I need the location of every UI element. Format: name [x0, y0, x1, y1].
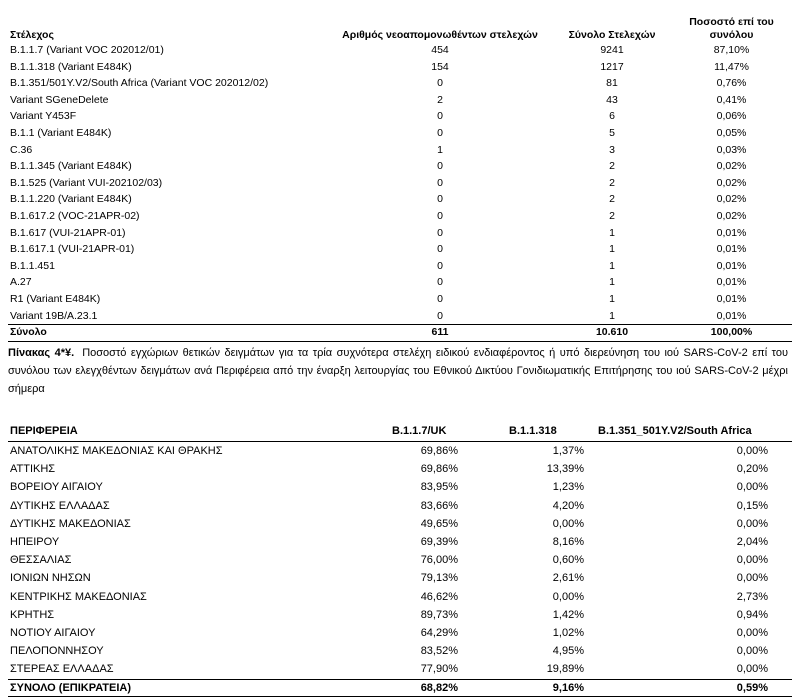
strain-name: Variant SGeneDelete — [10, 93, 109, 106]
region-name: ΣΤΕΡΕΑΣ ΕΛΛΑΔΑΣ — [10, 663, 114, 676]
region-b11318: 0,00% — [552, 517, 584, 530]
regions-total-b11318: 9,16% — [552, 682, 584, 695]
region-name: ΘΕΣΣΑΛΙΑΣ — [10, 554, 72, 567]
region-b117: 89,73% — [420, 608, 458, 621]
strain-total: 6 — [609, 110, 615, 123]
strain-total: 3 — [609, 143, 615, 156]
region-b1351: 0,00% — [736, 554, 768, 567]
strain-pct: 0,03% — [716, 143, 747, 156]
strain-new: 154 — [431, 60, 449, 73]
region-name: ΝΟΤΙΟΥ ΑΙΓΑΙΟΥ — [10, 626, 96, 639]
region-row — [8, 660, 792, 678]
strain-pct: 11,47% — [714, 60, 749, 73]
strain-new: 454 — [431, 44, 449, 56]
region-b11318: 0,00% — [552, 590, 584, 603]
strain-total: 2 — [609, 176, 615, 189]
region-name: ΙΟΝΙΩΝ ΝΗΣΩΝ — [10, 572, 91, 585]
regions-table-body — [8, 442, 792, 678]
strain-row — [8, 291, 792, 308]
strain-total: 43 — [606, 93, 618, 106]
region-b1351: 0,00% — [736, 645, 768, 658]
strains-table — [8, 8, 792, 342]
region-row — [8, 642, 792, 660]
regions-total-b1351: 0,59% — [736, 682, 768, 695]
header-region: ΠΕΡΙΦΕΡΕΙΑ — [10, 425, 78, 437]
strain-row — [8, 241, 792, 258]
strain-total: 5 — [609, 126, 615, 139]
strain-new: 0 — [437, 243, 443, 256]
strain-row — [8, 208, 792, 225]
strain-pct: 0,01% — [716, 259, 747, 272]
region-b11318: 13,39% — [546, 463, 584, 476]
region-b11318: 8,16% — [552, 535, 584, 548]
region-b117: 83,95% — [420, 481, 458, 494]
region-b117: 46,62% — [420, 590, 458, 603]
strain-pct: 0,01% — [716, 226, 747, 239]
region-b11318: 1,37% — [552, 445, 584, 457]
strain-pct: 0,02% — [716, 193, 747, 206]
strain-total: 1 — [609, 226, 615, 239]
region-name: ΠΕΛΟΠΟΝΝΗΣΟΥ — [10, 645, 104, 658]
region-b117: 69,86% — [420, 445, 458, 457]
regions-total-row — [8, 679, 792, 697]
region-b11318: 4,95% — [552, 645, 584, 658]
strain-total: 1 — [609, 292, 615, 305]
strain-new: 2 — [437, 93, 443, 106]
region-b117: 69,86% — [420, 463, 458, 476]
region-row — [8, 533, 792, 551]
regions-table — [8, 422, 792, 697]
region-name: ΑΝΑΤΟΛΙΚΗΣ ΜΑΚΕΔΟΝΙΑΣ ΚΑΙ ΘΡΑΚΗΣ — [10, 445, 223, 457]
region-b11318: 2,61% — [552, 572, 584, 585]
strain-new: 0 — [437, 160, 443, 173]
strain-row — [8, 142, 792, 159]
total-label: Σύνολο — [10, 326, 47, 339]
region-row — [8, 606, 792, 624]
region-b1351: 0,94% — [736, 608, 768, 621]
strain-name: R1 (Variant E484K) — [10, 292, 101, 305]
strain-row — [8, 258, 792, 275]
region-b117: 83,52% — [420, 645, 458, 658]
region-b1351: 0,00% — [736, 481, 768, 494]
strain-total: 1 — [609, 309, 615, 322]
strain-total: 81 — [606, 77, 618, 90]
strain-pct: 0,02% — [716, 176, 747, 189]
strain-pct: 0,02% — [716, 160, 747, 173]
strain-new: 0 — [437, 259, 443, 272]
strain-pct: 0,41% — [716, 93, 747, 106]
region-row — [8, 624, 792, 642]
strains-table-body — [8, 42, 792, 324]
strain-new: 0 — [437, 126, 443, 139]
strain-pct: 0,01% — [716, 243, 747, 256]
region-b1351: 0,00% — [736, 445, 768, 457]
total-pct: 100,00% — [710, 326, 753, 339]
region-name: ΒΟΡΕΙΟΥ ΑΙΓΑΙΟΥ — [10, 481, 103, 494]
region-b117: 83,66% — [420, 499, 458, 512]
strain-pct: 87,10% — [713, 44, 750, 56]
strain-total: 2 — [609, 209, 615, 222]
strain-new: 0 — [437, 209, 443, 222]
strain-name: B.1.351/501Y.V2/South Africa (Variant VOC 202012/02) — [10, 77, 269, 90]
region-b11318: 19,89% — [546, 663, 584, 676]
region-b11318: 1,23% — [552, 481, 584, 494]
strain-name: B.1.617.2 (VOC-21APR-02) — [10, 209, 140, 222]
strain-new: 0 — [437, 276, 443, 289]
strain-name: B.1.1 (Variant E484K) — [10, 126, 112, 139]
strain-total: 9241 — [600, 44, 624, 56]
strain-new: 0 — [437, 77, 443, 90]
strain-row — [8, 125, 792, 142]
region-name: ΚΡΗΤΗΣ — [10, 608, 55, 621]
region-b1351: 0,20% — [736, 463, 768, 476]
region-b117: 77,90% — [420, 663, 458, 676]
strain-row — [8, 75, 792, 92]
strain-name: B.1.617 (VUI-21APR-01) — [10, 226, 126, 239]
region-b1351: 0,15% — [736, 499, 768, 512]
strain-total: 1 — [609, 276, 615, 289]
header-new-sequenced: Αριθμός νεοαπομονωθέντων στελεχών — [342, 29, 538, 41]
total-total: 10.610 — [595, 326, 629, 339]
strain-row — [8, 191, 792, 208]
region-name: ΔΥΤΙΚΗΣ ΜΑΚΕΔΟΝΙΑΣ — [10, 517, 131, 530]
region-b1351: 0,00% — [736, 517, 768, 530]
region-b1351: 2,04% — [736, 535, 768, 548]
strain-new: 1 — [437, 143, 443, 156]
region-b11318: 0,60% — [552, 554, 584, 567]
strain-name: B.1.1.220 (Variant E484K) — [10, 193, 132, 206]
strain-name: C.36 — [10, 143, 33, 156]
region-b117: 49,65% — [420, 517, 458, 530]
strain-name: B.1.525 (Variant VUI-202102/03) — [10, 176, 163, 189]
region-name: ΚΕΝΤΡΙΚΗΣ ΜΑΚΕΔΟΝΙΑΣ — [10, 590, 147, 603]
strain-pct: 0,76% — [716, 77, 747, 90]
strain-name: B.1.1.318 (Variant E484K) — [10, 60, 132, 73]
header-strain: Στέλεχος — [10, 29, 54, 41]
region-row — [8, 478, 792, 496]
strain-total: 1 — [609, 259, 615, 272]
strain-row — [8, 108, 792, 125]
strains-table-header — [8, 8, 792, 42]
region-name: ΑΤΤΙΚΗΣ — [10, 463, 56, 476]
regions-table-header — [8, 422, 792, 442]
total-new: 611 — [431, 326, 449, 339]
strain-row — [8, 175, 792, 192]
caption-text: Ποσοστό εγχώριων θετικών δειγμάτων για τα τρία συχνότερα στελέχη ειδικού ενδιαφέροντος ή υπό διερεύνηση του ιού SARS-CoV-2 επί του συνόλου των ελεγχθέντων δειγμάτων ανά Περιφέρεια από την έναρξη λειτουργίας του Εθνικού Δικτύου Γονιδιωματικής Επιτήρησης του ιού SARS-CoV-2 μέχρι σήμερα — [8, 347, 788, 395]
region-b1351: 0,00% — [736, 626, 768, 639]
strain-row — [8, 308, 792, 325]
header-total: Σύνολο Στελεχών — [568, 29, 656, 41]
region-b1351: 0,00% — [736, 572, 768, 585]
header-b117: B.1.1.7/UK — [392, 425, 447, 437]
strain-pct: 0,02% — [716, 209, 747, 222]
strain-total: 2 — [609, 160, 615, 173]
strain-name: B.1.1.345 (Variant E484K) — [10, 160, 132, 173]
region-b1351: 2,73% — [736, 590, 768, 603]
strain-pct: 0,06% — [716, 110, 747, 123]
strain-name: B.1.1.451 — [10, 259, 55, 272]
region-b117: 69,39% — [420, 535, 458, 548]
header-percent-line1: Ποσοστό επί του — [689, 16, 774, 28]
region-b1351: 0,00% — [736, 663, 768, 676]
strain-total: 2 — [609, 193, 615, 206]
strain-total: 1 — [609, 243, 615, 256]
header-b11318: B.1.1.318 — [509, 425, 557, 437]
region-name: ΗΠΕΙΡΟΥ — [10, 535, 60, 548]
region-row — [8, 497, 792, 515]
region-row — [8, 442, 792, 460]
header-percent — [673, 16, 790, 42]
caption-label: Πίνακας 4*¥. — [8, 347, 75, 359]
strains-total-row — [8, 324, 792, 342]
header-percent-line2: συνόλου — [709, 29, 754, 41]
strain-total: 1217 — [600, 60, 624, 73]
region-row — [8, 460, 792, 478]
strain-row — [8, 225, 792, 242]
region-b11318: 1,02% — [552, 626, 584, 639]
strain-name: B.1.1.7 (Variant VOC 202012/01) — [10, 44, 164, 56]
table-caption — [8, 344, 788, 398]
strain-name: B.1.617.1 (VUI-21APR-01) — [10, 243, 135, 256]
region-name: ΔΥΤΙΚΗΣ ΕΛΛΑΔΑΣ — [10, 499, 110, 512]
region-row — [8, 551, 792, 569]
strain-row — [8, 42, 792, 59]
region-row — [8, 569, 792, 587]
strain-row — [8, 92, 792, 109]
strain-pct: 0,01% — [716, 292, 747, 305]
region-b11318: 1,42% — [552, 608, 584, 621]
regions-total-label: ΣΥΝΟΛΟ (ΕΠΙΚΡΑΤΕΙΑ) — [10, 682, 132, 695]
strain-row — [8, 158, 792, 175]
strain-new: 0 — [437, 309, 443, 322]
strain-row — [8, 59, 792, 76]
strain-name: A.27 — [10, 276, 32, 289]
region-b117: 64,29% — [420, 626, 458, 639]
region-row — [8, 588, 792, 606]
strain-name: Variant 19B/A.23.1 — [10, 309, 98, 322]
strain-pct: 0,05% — [716, 126, 747, 139]
strain-pct: 0,01% — [716, 276, 747, 289]
strain-new: 0 — [437, 193, 443, 206]
strain-new: 0 — [437, 292, 443, 305]
strain-name: Variant Y453F — [10, 110, 77, 123]
strain-pct: 0,01% — [716, 309, 747, 322]
region-b11318: 4,20% — [552, 499, 584, 512]
strain-new: 0 — [437, 176, 443, 189]
strain-new: 0 — [437, 110, 443, 123]
strain-row — [8, 274, 792, 291]
strain-new: 0 — [437, 226, 443, 239]
region-b117: 76,00% — [420, 554, 458, 567]
region-row — [8, 515, 792, 533]
region-b117: 79,13% — [420, 572, 458, 585]
regions-total-b117: 68,82% — [420, 682, 458, 695]
header-b1351: B.1.351_501Y.V2/South Africa — [598, 425, 752, 437]
